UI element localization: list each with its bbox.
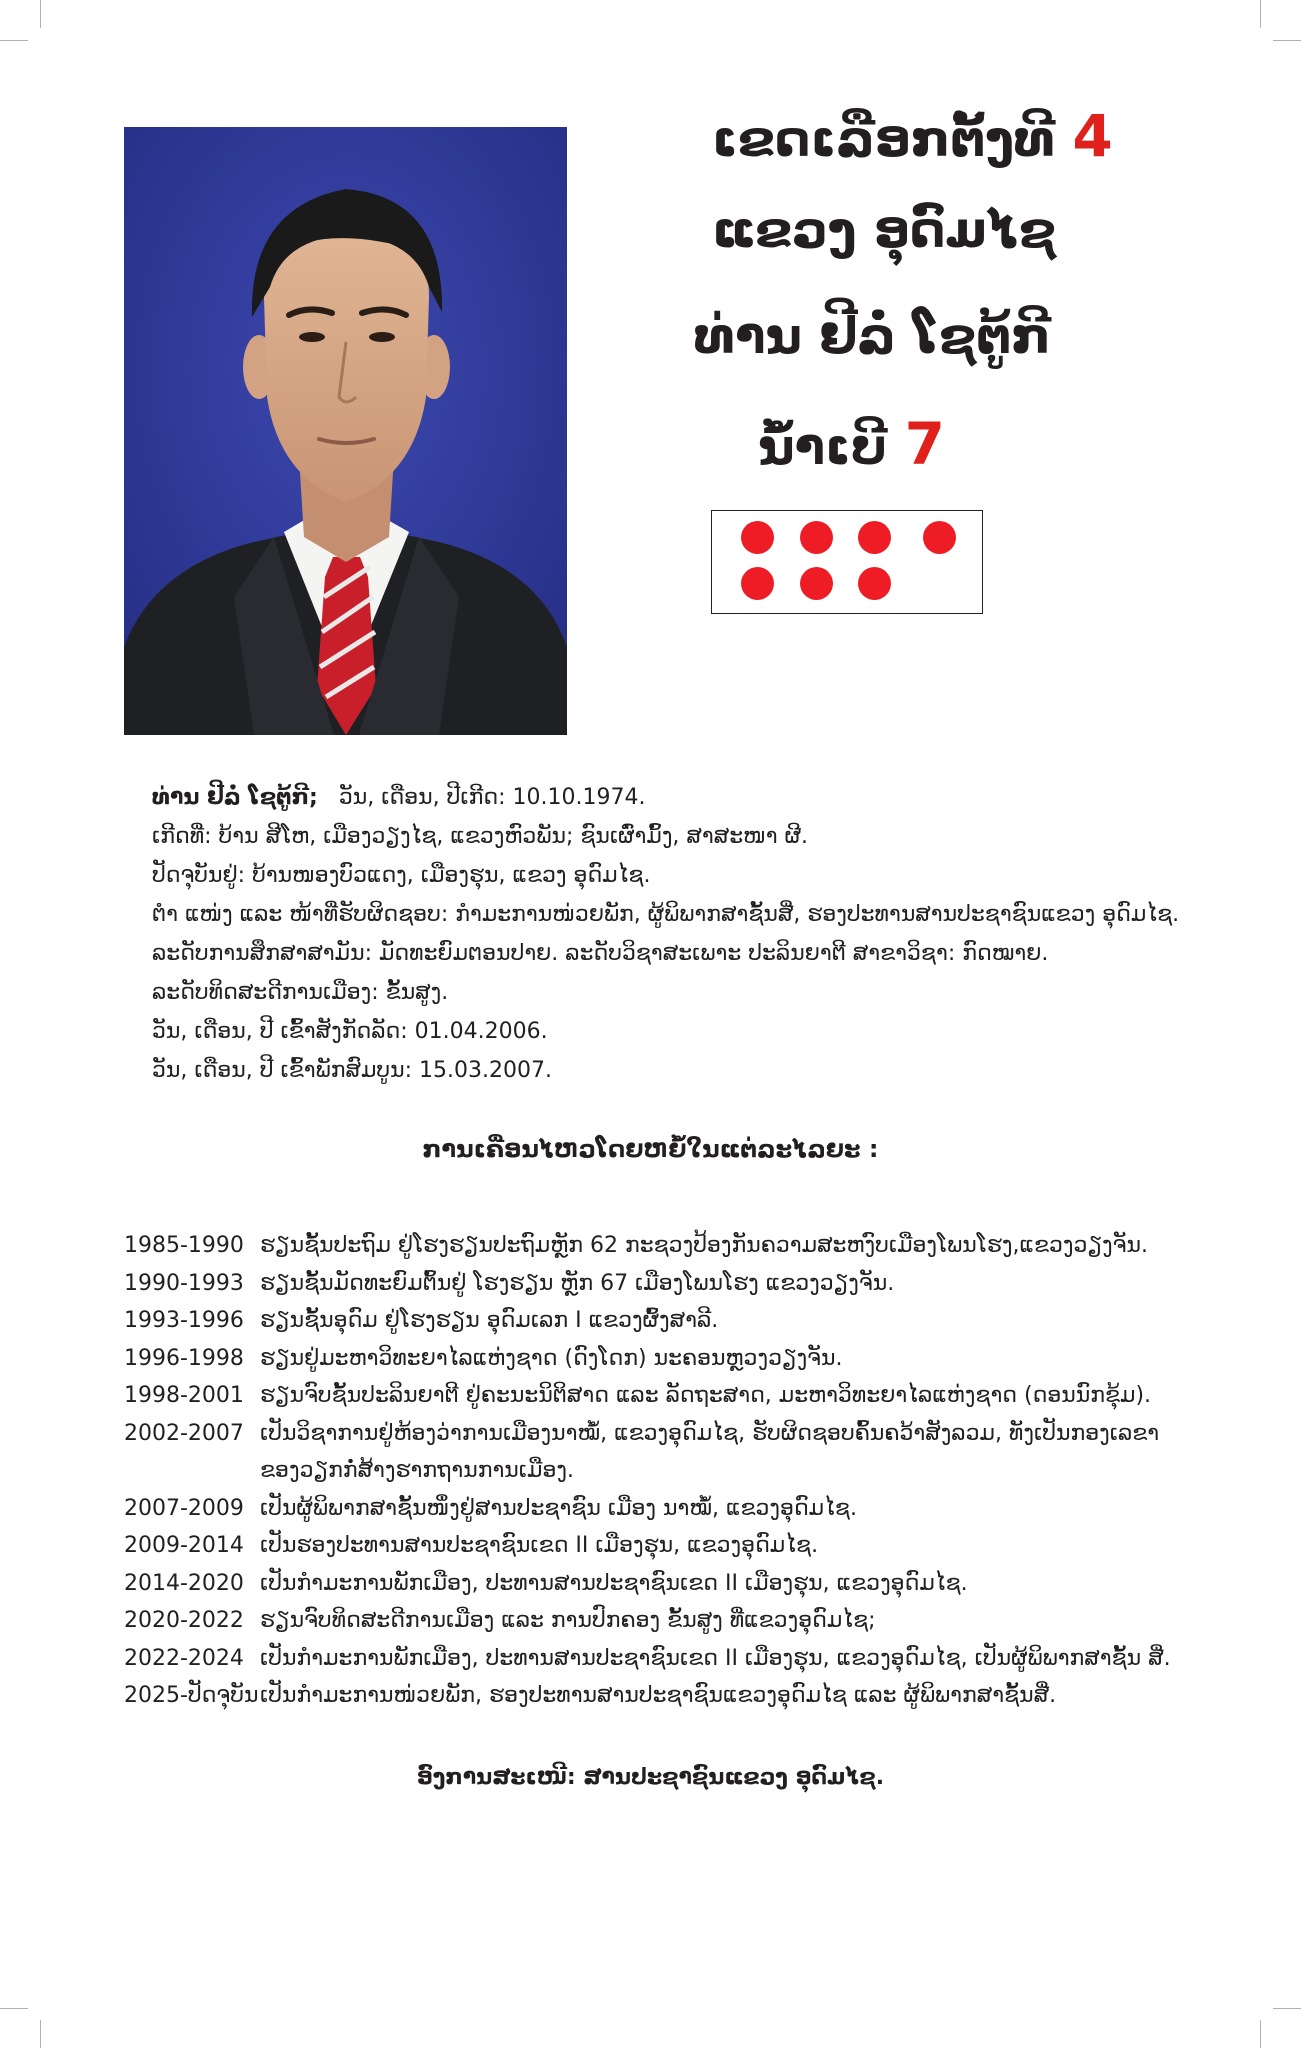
- crop-mark: [1260, 0, 1261, 28]
- info-residence: ປັດຈຸບັນຢູ່: ບ້ານໜອງບົວແດງ, ເມືອງຮຸນ, ແຂວງ ອຸດົມໄຊ.: [152, 863, 651, 888]
- crop-mark: [40, 2020, 41, 2048]
- timeline-years: 2014-2020: [124, 1570, 244, 1596]
- timeline-years: 2002-2007: [124, 1420, 244, 1446]
- info-youth-union: ວັນ, ເດືອນ, ປີ ເຂົ້າສັງກັດລັດ: 01.04.2006.: [152, 1019, 548, 1044]
- constituency-heading: [712, 102, 1113, 170]
- timeline-row: [124, 1265, 1224, 1303]
- timeline-row: [124, 1340, 1224, 1378]
- career-timeline: [124, 1227, 1224, 1715]
- timeline-years: 1985-1990: [124, 1233, 244, 1258]
- timeline-years: 2025-ປັດຈຸບັນ: [124, 1683, 259, 1708]
- timeline-row: [124, 1227, 1224, 1265]
- candidate-name-heading: ທ່ານ ຢີລໍ່ ໂຊຕູ້ກີ: [694, 307, 1051, 365]
- braille-dot: [800, 521, 833, 554]
- timeline-row: [124, 1415, 1224, 1490]
- candidate-number-heading: [758, 410, 945, 478]
- timeline-years: 1990-1993: [124, 1270, 244, 1296]
- crop-mark: [1273, 2008, 1301, 2009]
- info-dob: ວັນ, ເດືອນ, ປີເກີດ: 10.10.1974.: [338, 785, 646, 810]
- timeline-text: ເປັນຜູ້ພິພາກສາຊັ້ນໜຶ່ງຢູ່ສານປະຊາຊົນ ເມືອງ ນາໝໍ້, ແຂວງອຸດົມໄຊ.: [260, 1495, 857, 1521]
- timeline-text: ຮຽນຊັ້ນອຸດົມ ຢູ່ໂຮງຮຽນ ອຸດົມເລກ I ແຂວງຜົ້ງສາລີ.: [260, 1308, 719, 1333]
- braille-dot: [858, 567, 891, 600]
- province-heading: ແຂວງ ອຸດົມໄຊ: [712, 201, 1057, 259]
- timeline-years: 2022-2024: [124, 1645, 244, 1671]
- timeline-row: [124, 1565, 1224, 1603]
- timeline-row: [124, 1640, 1224, 1678]
- timeline-row: [124, 1490, 1224, 1528]
- timeline-text: ເປັນກໍາມະການພັກເມືອງ, ປະທານສານປະຊາຊົນເຂດ II ເມືອງຮຸນ, ແຂວງອຸດົມໄຊ.: [260, 1570, 968, 1596]
- braille-dot: [800, 567, 833, 600]
- timeline-text: ຮຽນຈົບຊັ້ນປະລິນຍາຕີ ຢູ່ຄະນະນິຕິສາດ ແລະ ລັດຖະສາດ, ມະຫາວິທະຍາໄລແຫ່ງຊາດ (ດອນນົກຂຸ້ມ).: [260, 1383, 1152, 1408]
- timeline-text-continued: ຂອງວຽກກໍ່ສ້າງຮາກຖານການເມືອງ.: [260, 1458, 575, 1483]
- timeline-years: 1996-1998: [124, 1345, 244, 1371]
- timeline-row: [124, 1527, 1224, 1565]
- number-value: 7: [904, 410, 945, 478]
- timeline-text: ເປັນກໍາມະການພັກເມືອງ, ປະທານສານປະຊາຊົນເຂດ II ເມືອງຮຸນ, ແຂວງອຸດົມໄຊ, ເປັນຜູ້ພິພາກສາຊັ້ນ ສີ່.: [260, 1645, 1171, 1671]
- info-political-theory: ລະດັບທິດສະດີການເມືອງ: ຂັ້ນສູງ.: [152, 980, 449, 1005]
- timeline-text: ຮຽນຢູ່ມະຫາວິທະຍາໄລແຫ່ງຊາດ (ດົງໂດກ) ນະຄອນຫຼວງວຽງຈັນ.: [260, 1345, 843, 1371]
- info-position: ຕໍາ ແໜ່ງ ແລະ ໜ້າທີ່ຮັບຜິດຊອບ: ກໍາມະການໜ່ວຍພັກ, ຜູ້ພິພາກສາຊັ້ນສີ່, ຮອງປະທານສານປະຊາຊົນແຂວງ ອຸດົມໄຊ.: [152, 902, 1180, 927]
- crop-mark: [0, 2008, 28, 2009]
- info-name-dob: [152, 778, 1212, 817]
- timeline-years: 1998-2001: [124, 1383, 244, 1408]
- timeline-row: [124, 1377, 1224, 1415]
- info-name: ທ່ານ ຢີລໍ່ ໂຊຕູ້ກີ;: [152, 785, 318, 810]
- nominating-organization: ອົງການສະເໜີ: ສານປະຊາຊົນແຂວງ ອຸດົມໄຊ.: [416, 1765, 885, 1790]
- timeline-row: [124, 1602, 1224, 1640]
- candidate-info: [152, 778, 1212, 1090]
- braille-dot: [741, 567, 774, 600]
- crop-mark: [1273, 40, 1301, 41]
- constituency-number: 4: [1072, 102, 1113, 170]
- candidate-portrait: [124, 127, 567, 735]
- timeline-text: ຮຽນຊັ້ນມັດທະຍົມຕົ້ນຢູ່ ໂຮງຮຽນ ຫຼັກ 67 ເມືອງໂພນໂຮງ ແຂວງວຽງຈັນ.: [260, 1270, 895, 1296]
- info-party: ວັນ, ເດືອນ, ປີ ເຂົ້າພັກສົມບູນ: 15.03.2007.: [152, 1058, 553, 1083]
- crop-mark: [0, 40, 28, 41]
- braille-dot: [741, 521, 774, 554]
- timeline-text: ເປັນຮອງປະທານສານປະຊາຊົນເຂດ II ເມືອງຮຸນ, ແຂວງອຸດົມໄຊ.: [260, 1533, 819, 1558]
- timeline-years: 2007-2009: [124, 1495, 244, 1521]
- info-birthplace: ເກີດທີ່: ບ້ານ ສີໂຫ, ເມືອງວຽງໄຊ, ແຂວງຫົວພັນ; ຊົນເຜົ່າມົ້ງ, ສາສະໜາ ຜີ.: [152, 824, 808, 849]
- constituency-label: ເຂດເລືອກຕັ້ງທີ: [712, 110, 1055, 168]
- timeline-text: ເປັນວິຊາການຢູ່ຫ້ອງວ່າການເມືອງນາໝໍ້, ແຂວງອຸດົມໄຊ, ຮັບຜິດຊອບຄົ້ນຄວ້າສັງລວມ, ທັງເປັນກອງເລຂາ: [260, 1420, 1160, 1446]
- section-title: ການເຄື່ອນໄຫວໂດຍຫຍໍ້ໃນແຕ່ລະໄລຍະ :: [422, 1135, 879, 1163]
- timeline-row: [124, 1302, 1224, 1340]
- braille-dot: [923, 521, 956, 554]
- timeline-text: ເປັນກໍາມະການໜ່ວຍພັກ, ຮອງປະທານສານປະຊາຊົນແຂວງອຸດົມໄຊ ແລະ ຜູ້ພິພາກສາຊັ້ນສີ່.: [260, 1683, 1057, 1708]
- braille-number-box: [711, 510, 983, 614]
- crop-mark: [40, 0, 41, 28]
- timeline-years: 2020-2022: [124, 1608, 244, 1633]
- braille-dot: [858, 521, 891, 554]
- timeline-years: 2009-2014: [124, 1533, 244, 1558]
- timeline-row: [124, 1677, 1224, 1715]
- timeline-text: ຮຽນຈົບທິດສະດີການເມືອງ ແລະ ການປົກຄອງ ຂັ້ນສູງ ທີ່ແຂວງອຸດົມໄຊ;: [260, 1608, 876, 1633]
- timeline-text-multiline: [260, 1415, 1224, 1490]
- number-label: ນໍ້າເບີ: [758, 418, 888, 476]
- timeline-text: ຮຽນຊັ້ນປະຖົມ ຢູ່ໂຮງຮຽນປະຖົມຫຼັກ 62 ກະຊວງປ້ອງກັນຄວາມສະຫງົບເມືອງໂພນໂຮງ,ແຂວງວຽງຈັນ.: [260, 1233, 1148, 1258]
- info-education: ລະດັບການສຶກສາສາມັນ: ມັດທະຍົມຕອນປາຍ. ລະດັບວິຊາສະເພາະ ປະລິນຍາຕີ ສາຂາວິຊາ: ກົດໝາຍ.: [152, 941, 1049, 966]
- crop-mark: [1260, 2020, 1261, 2048]
- timeline-years: 1993-1996: [124, 1308, 244, 1333]
